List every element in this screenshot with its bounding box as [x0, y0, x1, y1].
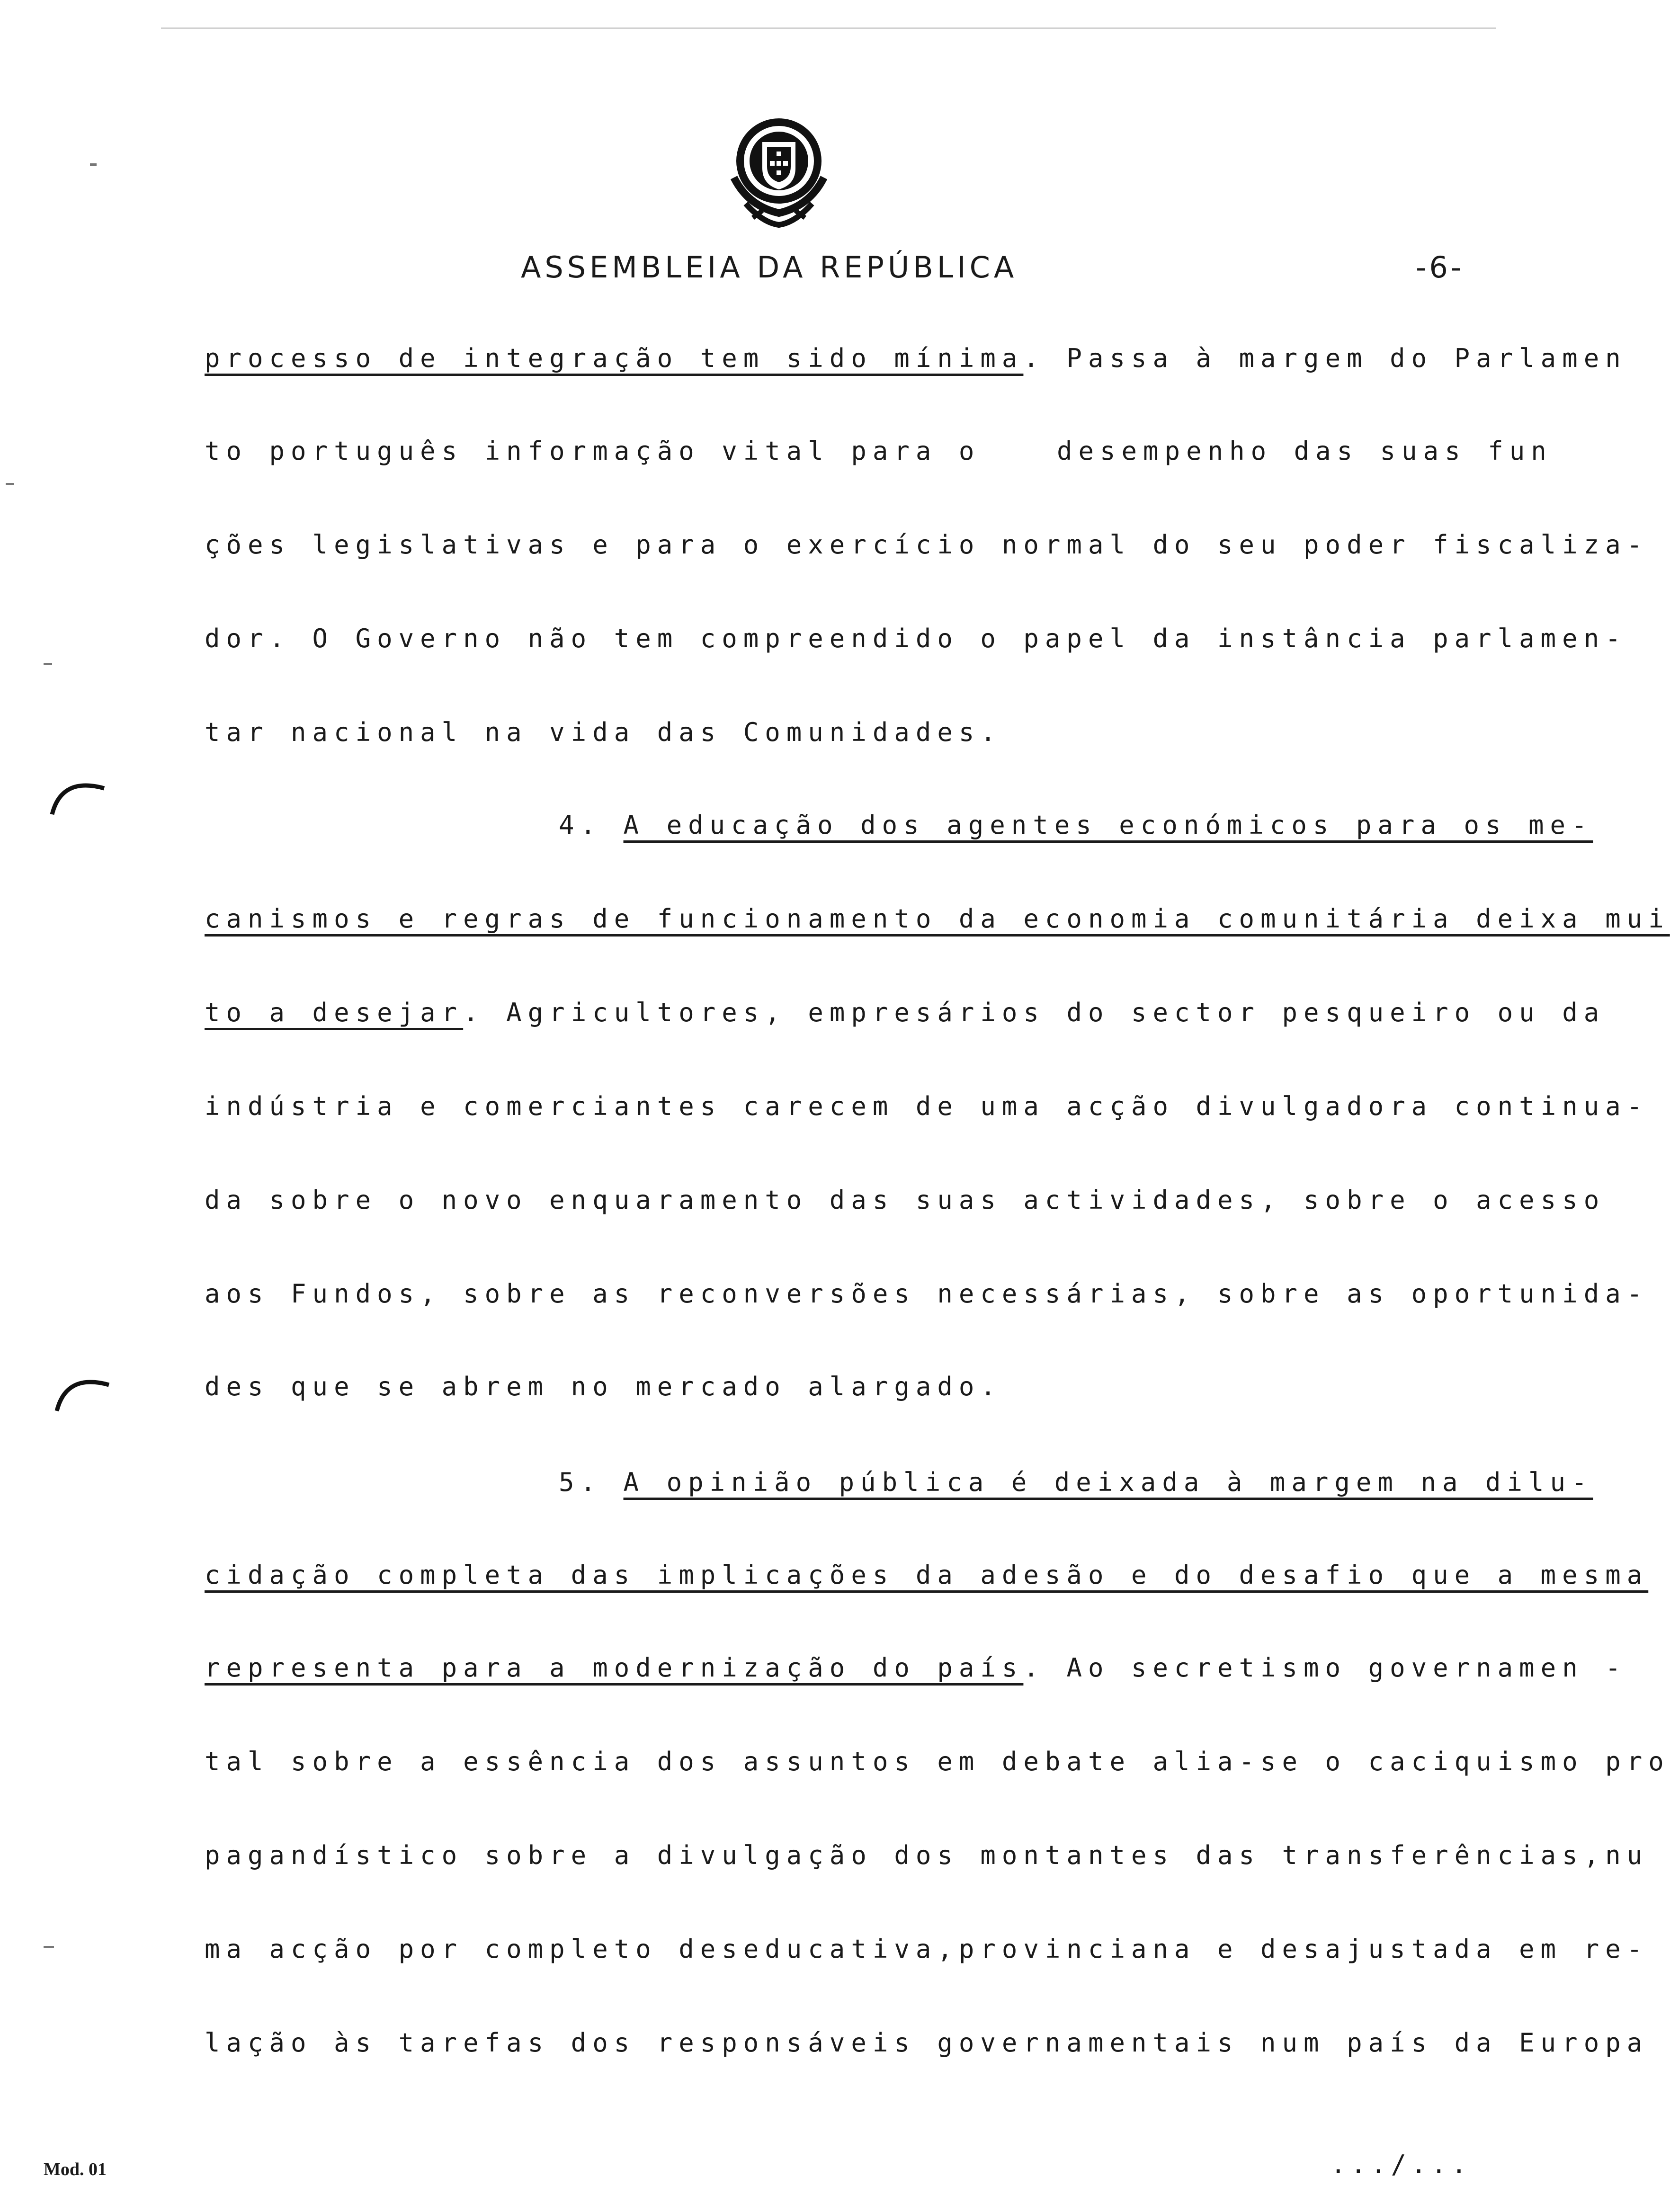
text-line: aos Fundos, sobre as reconversões necessárias, sobre as oportunida-: [205, 1279, 1649, 1309]
scan-artifact-left-4: [44, 1946, 54, 1948]
section-number: 5.: [559, 1467, 624, 1497]
text-line: processo de integração tem sido mínima. Passa à margem do Parlamen: [205, 343, 1627, 373]
punch-hole-upper: [47, 767, 109, 819]
text-line: da sobre o novo enquaramento das suas actividades, sobre o acesso: [205, 1185, 1606, 1215]
underlined-text: to a desejar: [205, 998, 464, 1027]
continuation-mark: .../...: [1331, 2150, 1472, 2179]
underlined-text: A opinião pública é deixada à margem na dilu-: [623, 1467, 1593, 1497]
punch-hole-lower: [52, 1364, 114, 1416]
section-number: 4.: [559, 810, 624, 840]
text-line: ções legislativas e para o exercício normal do seu poder fiscaliza-: [205, 530, 1649, 560]
form-code: Mod. 01: [44, 2159, 107, 2179]
coat-of-arms-emblem: [724, 116, 833, 230]
text-line: indústria e comerciantes carecem de uma acção divulgadora continua-: [205, 1091, 1649, 1121]
text-line: [205, 902, 1670, 936]
text-line: representa para a modernização do país. Ao secretismo governamen -: [205, 1653, 1627, 1683]
text-line: tal sobre a essência dos assuntos em debate alia-se o caciquismo pro: [205, 1747, 1670, 1776]
text-line: [205, 1559, 1649, 1592]
text-line: [559, 809, 1593, 842]
text-line: to a desejar. Agricultores, empresários do sector pesqueiro ou da: [205, 998, 1606, 1027]
text-line: pagandístico sobre a divulgação dos montantes das transferências,nu: [205, 1840, 1649, 1870]
underlined-text: A educação dos agentes económicos para os me-: [623, 810, 1593, 840]
underlined-text: processo de integração tem sido mínima: [205, 343, 1024, 373]
text-line: dor. O Governo não tem compreendido o papel da instância parlamen-: [205, 624, 1627, 653]
text-line: [559, 1466, 1593, 1499]
text-line: tar nacional na vida das Comunidades.: [205, 717, 1002, 747]
scan-artifact-top: [161, 27, 1496, 29]
text-line: des que se abrem no mercado alargado.: [205, 1372, 1002, 1401]
text-line: lação às tarefas dos responsáveis governamentais num país da Europa: [205, 2028, 1649, 2058]
underlined-text: cidação completa das implicações da adesão e do desafio que a mesma: [205, 1560, 1649, 1590]
text-line: ma acção por completo deseducativa,provinciana e desajustada em re-: [205, 1934, 1649, 1964]
scan-artifact-left-2: [6, 483, 14, 485]
page-number: -6-: [1416, 250, 1465, 285]
underlined-text: representa para a modernização do país: [205, 1653, 1024, 1683]
underlined-text: canismos e regras de funcionamento da economia comunitária deixa mui: [205, 904, 1670, 934]
page-title: ASSEMBLEIA DA REPÚBLICA: [521, 250, 1018, 285]
scan-artifact-left-1: [90, 163, 97, 166]
scan-artifact-left-3: [44, 663, 52, 665]
text-line: to português informação vital para o desempenho das suas fun: [205, 436, 1553, 466]
